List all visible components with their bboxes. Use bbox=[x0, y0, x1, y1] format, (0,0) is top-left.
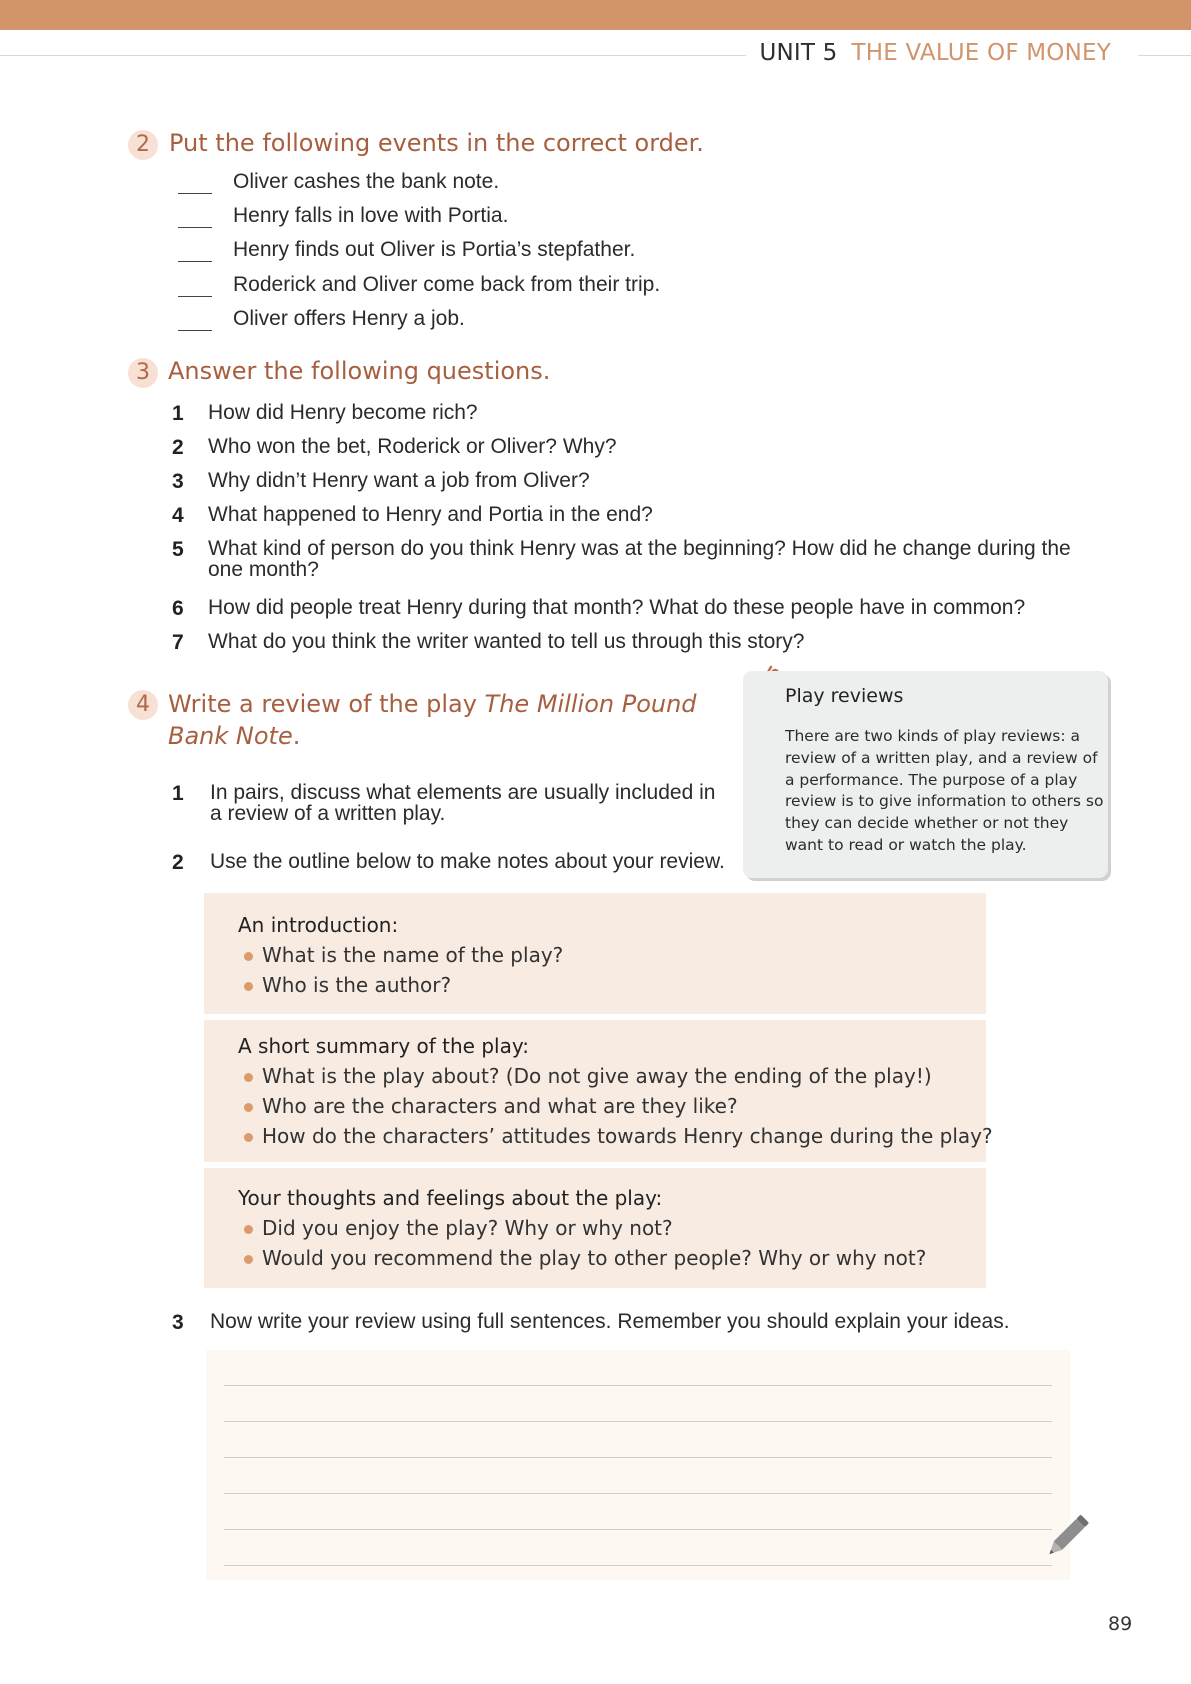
tip-title: Play reviews bbox=[785, 685, 904, 707]
question-text: How did people treat Henry during that month? What do these people have in common? bbox=[208, 596, 1026, 619]
outline-summary bbox=[204, 1020, 993, 1162]
top-color-band bbox=[0, 0, 1191, 30]
writing-line bbox=[224, 1385, 1052, 1386]
outline-item: What is the play about? (Do not give away the ending of the play!) bbox=[262, 1064, 932, 1088]
question-text: Why didn’t Henry want a job from Oliver? bbox=[208, 469, 590, 492]
question-number: 6 bbox=[172, 597, 184, 620]
writing-line bbox=[224, 1421, 1052, 1422]
writing-line bbox=[224, 1493, 1052, 1494]
section-3-title: Answer the following questions. bbox=[168, 357, 551, 385]
bullet-dot bbox=[244, 952, 253, 961]
order-item: Henry finds out Oliver is Portia’s stepfather. bbox=[233, 238, 636, 261]
unit-subject: THE VALUE OF MONEY bbox=[851, 40, 1111, 66]
outline-item: What is the name of the play? bbox=[262, 943, 564, 967]
header-rule-right bbox=[1138, 55, 1191, 56]
writing-line bbox=[224, 1565, 1052, 1566]
order-blank[interactable] bbox=[178, 193, 212, 194]
outline-item: How do the characters’ attitudes towards Henry change during the play? bbox=[262, 1124, 993, 1148]
task-number: 1 bbox=[172, 782, 184, 805]
writing-area[interactable] bbox=[206, 1350, 1070, 1580]
section-4-title bbox=[168, 688, 697, 752]
task-number: 2 bbox=[172, 851, 184, 874]
section-2-number: 2 bbox=[128, 130, 158, 160]
order-item: Henry falls in love with Portia. bbox=[233, 204, 509, 227]
question-number: 4 bbox=[172, 504, 184, 527]
bullet-dot bbox=[244, 1133, 253, 1142]
task-text: In pairs, discuss what elements are usually included in a review of a written play. bbox=[210, 781, 716, 825]
bullet-dot bbox=[244, 1073, 253, 1082]
pencil-icon bbox=[1040, 1505, 1100, 1565]
order-blank[interactable] bbox=[178, 227, 212, 228]
page-number: 89 bbox=[1108, 1613, 1133, 1635]
writing-line bbox=[224, 1529, 1052, 1530]
question-text: What do you think the writer wanted to tell us through this story? bbox=[208, 630, 805, 653]
question-number: 3 bbox=[172, 470, 184, 493]
question-text: Who won the bet, Roderick or Oliver? Why? bbox=[208, 435, 617, 458]
question-text: How did Henry become rich? bbox=[208, 401, 478, 424]
order-item: Oliver offers Henry a job. bbox=[233, 307, 465, 330]
order-blank[interactable] bbox=[178, 296, 212, 297]
outline-item: Did you enjoy the play? Why or why not? bbox=[262, 1216, 673, 1240]
question-text: What kind of person do you think Henry was at the beginning? How did he change during the one month? bbox=[208, 537, 1071, 581]
section-4-title-prefix: Write a review of the play bbox=[168, 690, 485, 718]
outline-item: Who are the characters and what are they like? bbox=[262, 1094, 738, 1118]
outline-heading: An introduction: bbox=[238, 913, 399, 937]
header-rule-left bbox=[0, 55, 746, 56]
section-4-title-suffix: . bbox=[292, 722, 301, 750]
outline-item: Would you recommend the play to other people? Why or why not? bbox=[262, 1246, 927, 1270]
outline-heading: Your thoughts and feelings about the play: bbox=[238, 1186, 663, 1210]
question-number: 7 bbox=[172, 631, 184, 654]
unit-label: UNIT 5 bbox=[759, 40, 838, 66]
task-number: 3 bbox=[172, 1311, 184, 1334]
order-item: Roderick and Oliver come back from their trip. bbox=[233, 273, 661, 296]
section-4-title-play-name-2: Bank Note bbox=[168, 722, 293, 750]
question-text: What happened to Henry and Portia in the end? bbox=[208, 503, 653, 526]
section-3-number: 3 bbox=[128, 358, 158, 388]
question-number: 5 bbox=[172, 538, 184, 561]
question-number: 1 bbox=[172, 402, 184, 425]
order-blank[interactable] bbox=[178, 330, 212, 331]
order-blank[interactable] bbox=[178, 261, 212, 262]
outline-introduction bbox=[204, 893, 986, 1014]
outline-heading: A short summary of the play: bbox=[238, 1034, 529, 1058]
tip-body: There are two kinds of play reviews: a review of a written play, and a review of a performance. The purpose of a play review is to give information to others so they can decide whether or not they want to read or watch the play. bbox=[785, 727, 1104, 854]
bullet-dot bbox=[244, 1255, 253, 1264]
bullet-dot bbox=[244, 1225, 253, 1234]
task-text: Now write your review using full sentences. Remember you should explain your ideas. bbox=[210, 1310, 1010, 1333]
outline-item: Who is the author? bbox=[262, 973, 452, 997]
question-number: 2 bbox=[172, 436, 184, 459]
task-text: Use the outline below to make notes about your review. bbox=[210, 850, 725, 873]
writing-line bbox=[224, 1457, 1052, 1458]
unit-header bbox=[759, 40, 1111, 66]
section-4-title-play-name: The Million Pound bbox=[484, 690, 697, 718]
bullet-dot bbox=[244, 982, 253, 991]
outline-thoughts bbox=[204, 1168, 986, 1288]
bullet-dot bbox=[244, 1103, 253, 1112]
tip-box bbox=[743, 671, 1108, 878]
section-4-number: 4 bbox=[128, 690, 158, 720]
section-2-title: Put the following events in the correct order. bbox=[169, 129, 704, 157]
order-item: Oliver cashes the bank note. bbox=[233, 170, 500, 193]
